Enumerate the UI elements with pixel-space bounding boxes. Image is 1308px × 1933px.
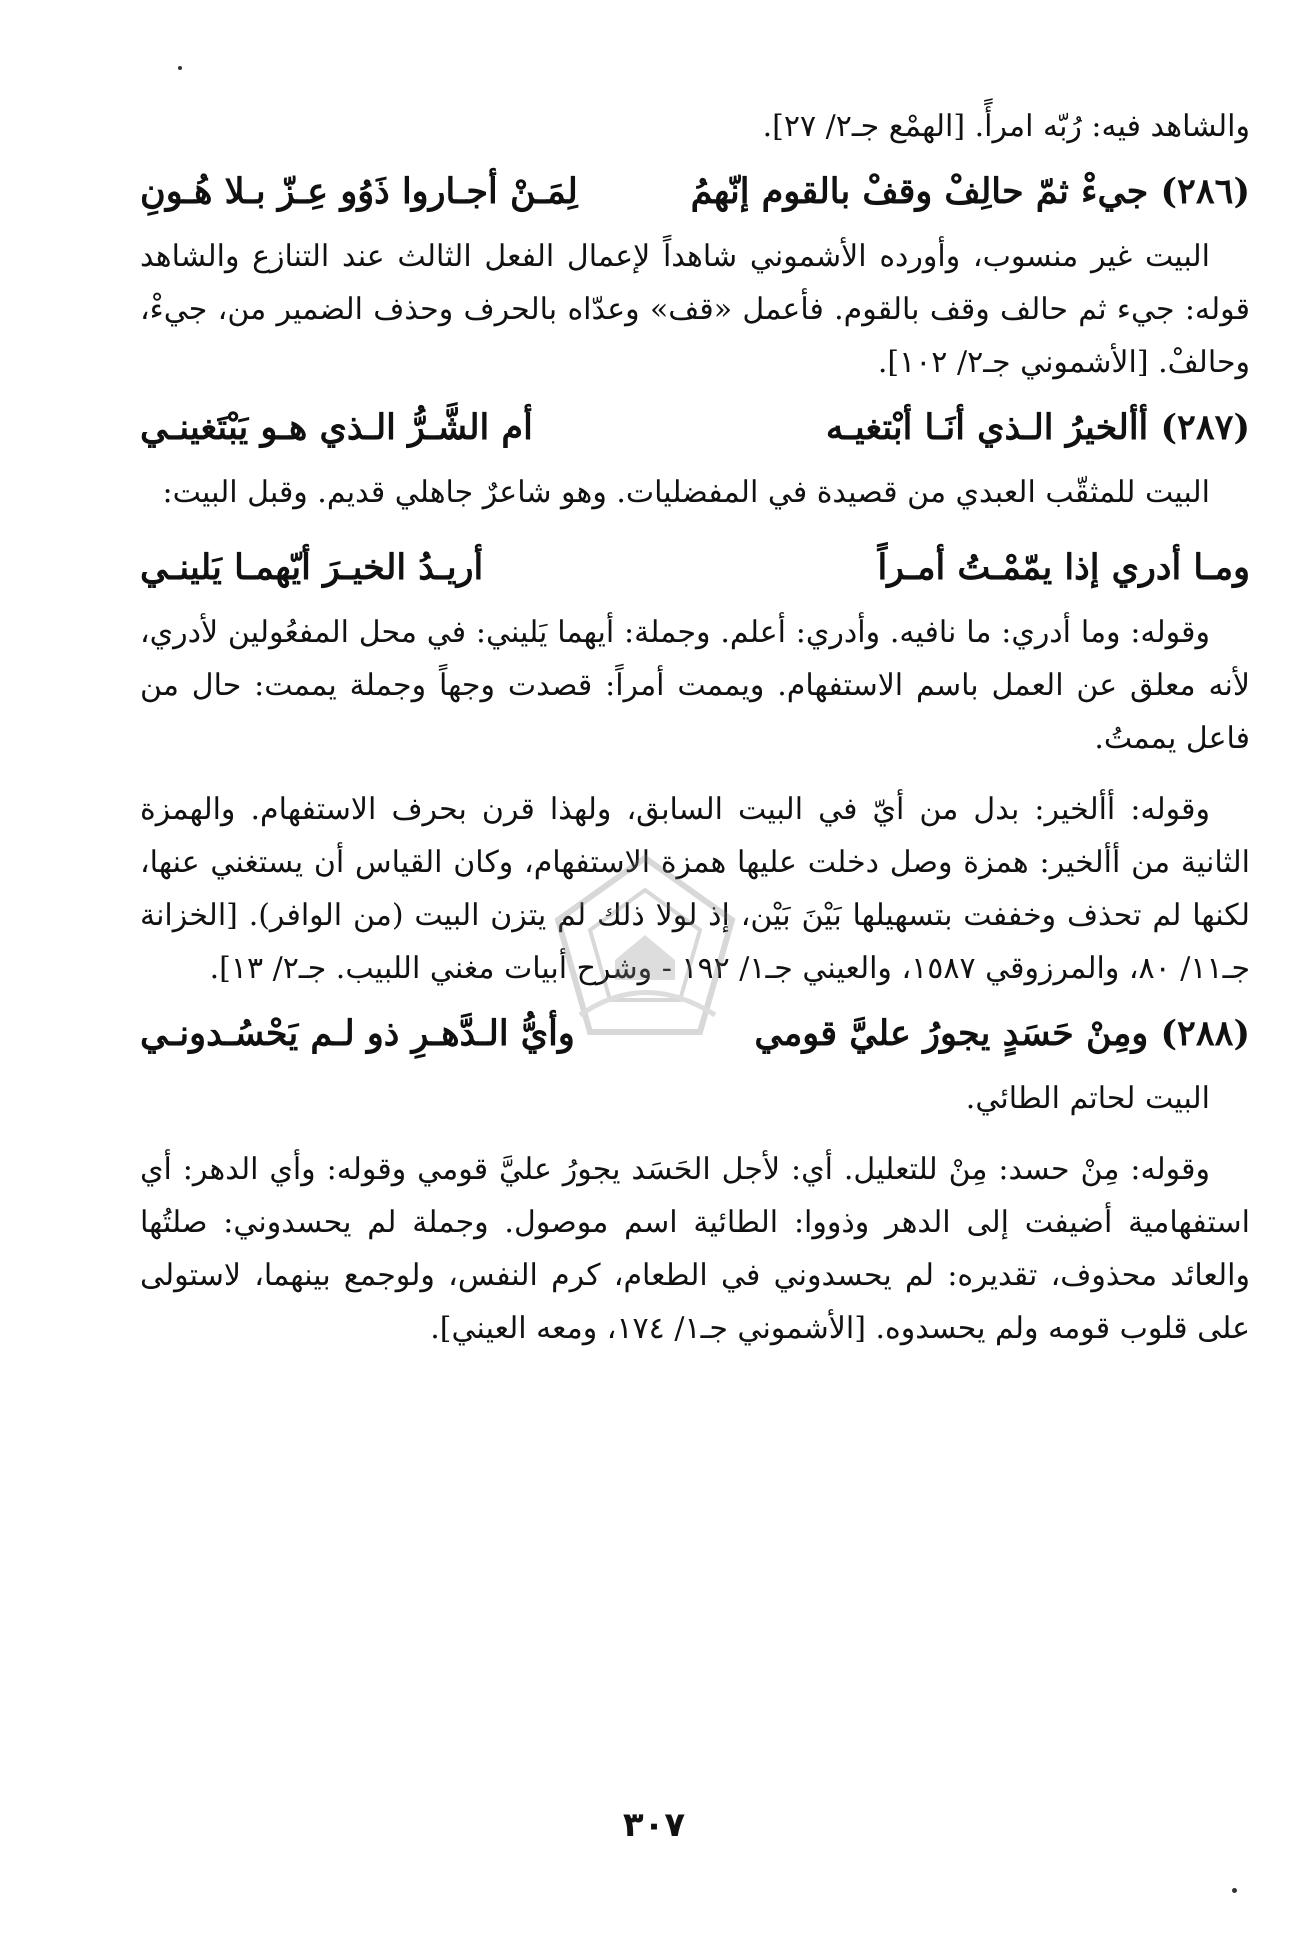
verse-286 <box>140 171 1250 212</box>
paragraph-287-explanation-1: وقوله: وما أدري: ما نافيه. وأدري: أعلم. وجملة: أيهما يَليني: في محل المفعُولين لأدري، لأنه معلق عن العمل باسم الاستفهام. ويممت أمراً: قصدت وجهاً وجملة يممت: حال من فاعل يممتُ. <box>140 615 1250 756</box>
verse-287 <box>140 407 1250 448</box>
page-number: ٣٠٧ <box>622 1805 686 1845</box>
verse-288-second-hemistich: وأيُّ الـدَّهـرِ ذو لـم يَحْسُـدونـي <box>140 1013 575 1054</box>
paragraph-286-commentary: البيت غير منسوب، وأورده الأشموني شاهداً لإعمال الفعل الثالث عند التنازع والشاهد قوله: جيء ثم حالف وقف بالقوم. فأعمل «قف» وعدّاه بالحرف وحذف الضمير من، جيءْ، وحالفْ. [الأشموني جـ٢/ ١٠٢]. <box>140 239 1251 380</box>
verse-287-first-hemistich: (٢٨٧) أألخيرُ الـذي أنَـا أبْتغيـه <box>825 407 1250 448</box>
library-seal-icon <box>550 850 740 1040</box>
scan-speck <box>178 66 182 70</box>
verse-287-preceding <box>140 547 1250 588</box>
paragraph-288-attribution: البيت لحاتم الطائي. <box>965 1081 1210 1116</box>
paragraph-287-explanation-2: وقوله: أألخير: بدل من أيّ في البيت السابق، ولهذا قرن بحرف الاستفهام. والهمزة الثانية من أألخير: همزة وصل دخلت عليها همزة الاستفهام، وكان القياس أن يستغني عنها، لكنها لم تحذف وخففت بتسهيلها بَيْنَ بَيْن، إذ لولا ذلك لم يتزن البيت (من الوافر). [الخزانة جـ١١/ ٨٠، والمرزوقي ١٥٨٧، والعيني جـ١/ ١٩٢ - وشرح أبيات مغني اللبيب. جـ٢/ ١٣]. <box>140 792 1250 986</box>
verse-287-preceding-second-hemistich: أريـدُ الخيـرَ أيّهمـا يَلينـي <box>140 547 484 588</box>
verse-287-second-hemistich: أم الشَّـرُّ الـذي هـو يَبْتَغينـي <box>140 407 533 448</box>
paragraph-288-explanation: وقوله: مِنْ حسد: مِنْ للتعليل. أي: لأجل الحَسَد يجورُ عليَّ قومي وقوله: وأي الدهر: أي استفهامية أضيفت إلى الدهر وذووا: الطائية اسم موصول. وجملة لم يحسدوني: صلتُها والعائد محذوف، تقديره: لم يحسدوني في الطعام، كرم النفس، ولوجمع بينهما، لاستولى على قلوب قومه ولم يحسدوه. [الأشموني جـ١/ ١٧٤، ومعه العيني]. <box>140 1152 1250 1346</box>
verse-288-first-hemistich: (٢٨٨) ومِنْ حَسَدٍ يجورُ عليَّ قومي <box>754 1013 1250 1054</box>
verse-286-first-hemistich: (٢٨٦) جيءْ ثمّ حالِفْ وقفْ بالقوم إنّهمُ <box>690 171 1250 212</box>
paragraph-287-attribution: البيت للمثقّب العبدي من قصيدة في المفضليات. وهو شاعرٌ جاهلي قديم. وقبل البيت: <box>162 475 1210 510</box>
scan-speck <box>1232 1888 1237 1893</box>
page-body <box>140 100 1250 1355</box>
paragraph-shahid-note: والشاهد فيه: رُبّه امرأً. [الهمْع جـ٢/ ٢٧]. <box>762 109 1250 144</box>
verse-286-second-hemistich: لِمَـنْ أجـاروا ذَوُو عِـزّ بـلا هُـونِ <box>140 171 578 212</box>
verse-287-preceding-first-hemistich: ومـا أدري إذا يمّمْـتُ أمـراً <box>877 547 1250 588</box>
